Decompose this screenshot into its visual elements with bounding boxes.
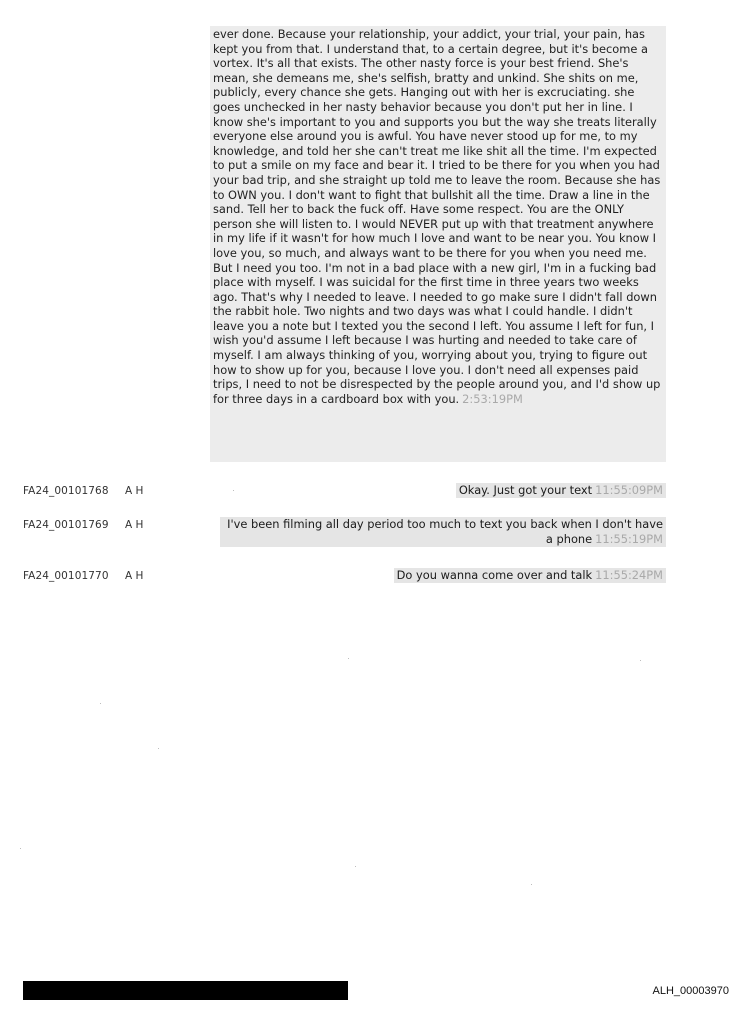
- scan-speck: [640, 660, 641, 661]
- message-id: FA24_00101770: [23, 570, 109, 582]
- message-text: Okay. Just got your text: [458, 483, 593, 497]
- message-timestamp: 2:53:19PM: [462, 391, 523, 406]
- message-timestamp: 11:55:19PM: [595, 532, 663, 546]
- scan-speck: [158, 748, 159, 749]
- message-bubble: [456, 483, 666, 498]
- message-text: I've been filming all day period too much to text you back when I don't have a phone: [227, 517, 663, 546]
- message-id: FA24_00101768: [23, 485, 109, 497]
- message-sender: A H: [125, 485, 144, 497]
- message-sender: A H: [125, 519, 144, 531]
- message-text: ever done. Because your relationship, your addict, your trial, your pain, has kept you from that. I understand that, to a certain degree, but it's become a vortex. It's all that exists. The other nasty force is your best friend. She's mean, she demeans me, she's selfish, bratty and unkind. She shits on me, publicly, every chance she gets. Hanging out with her is excruciating. she goes unchecked in her nasty behavior because you don't put her in line. I know she's important to you and supports you but the way she treats literally everyone else around you is awful. You have never stood up for me, to my knowledge, and told her she can't treat me like shit all the time. I'm expected to put a smile on my face and bear it. I tried to be there for you when you had your bad trip, and she straight up told me to leave the room. Because she has to OWN you. I don't want to fight that bullshit all the time. Draw a line in the sand. Tell her to back the fuck off. Have some respect. You are the ONLY person she will listen to. I would NEVER put up with that treatment anywhere in my life if it wasn't for how much I love and want to be near you. You know I love you, so much, and always want to be there for you when you need me. But I need you too. I'm not in a bad place with a new girl, I'm in a fucking bad place with myself. I was suicidal for the first time in three years two weeks ago. That's why I needed to leave. I needed to go make sure I didn't fall down the rabbit hole. Two nights and two days was what I could handle. I didn't leave you a note but I texted you the second I left. You assume I left for fun, I wish you'd assume I left because I was hurting and needed to take care of myself. I am always thinking of you, worrying about you, trying to figure out how to show up for you, because I love you. I don't need all expenses paid trips, I need to not be disrespected by the people around you, and I'd show up for three days in a cardboard box with you.: [213, 27, 661, 406]
- message-bubble: [220, 517, 666, 547]
- message-continuation: [210, 26, 666, 462]
- message-id: FA24_00101769: [23, 519, 109, 531]
- message-text: Do you wanna come over and talk: [396, 568, 593, 582]
- message-bubble: [394, 568, 666, 583]
- scan-speck: [100, 703, 101, 704]
- message-timestamp: 11:55:09PM: [595, 483, 663, 497]
- scan-speck: [531, 884, 532, 885]
- scan-speck: [348, 658, 349, 659]
- redaction-bar: [23, 981, 348, 1000]
- scan-speck: [20, 848, 21, 849]
- message-sender: A H: [125, 570, 144, 582]
- scan-speck: [355, 866, 356, 867]
- message-timestamp: 11:55:24PM: [595, 568, 663, 582]
- scan-speck: [233, 490, 234, 491]
- bates-number: ALH_00003970: [652, 985, 729, 997]
